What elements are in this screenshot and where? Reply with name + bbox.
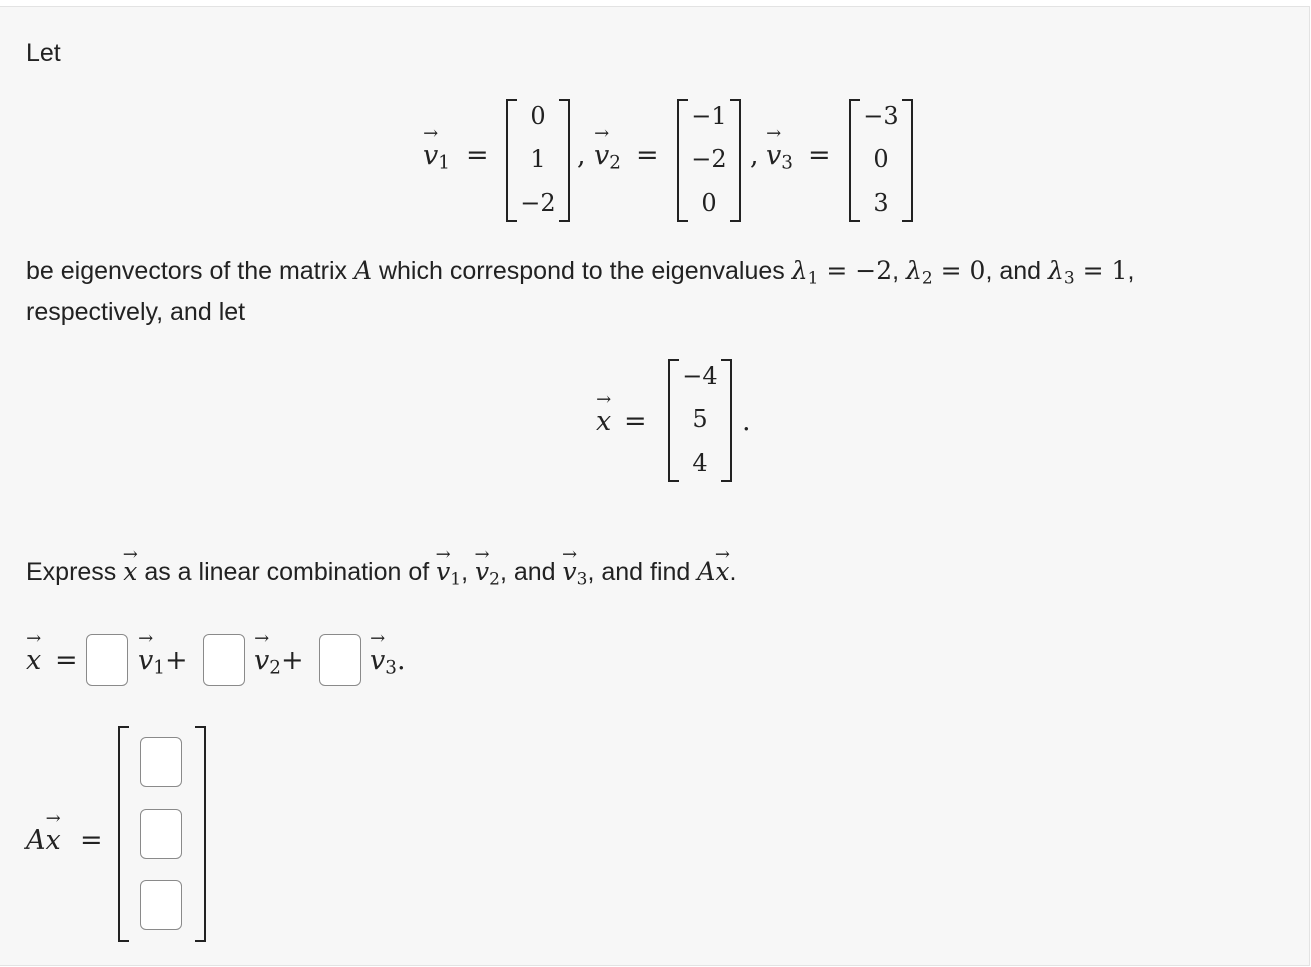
v1-matrix <box>506 99 570 222</box>
answer-x-equals: = <box>55 645 78 676</box>
coef-3-input[interactable] <box>319 634 361 686</box>
coef-2-input[interactable] <box>203 634 245 686</box>
v1-entry-2: 1 <box>530 145 546 173</box>
x-matrix <box>668 359 732 482</box>
respectively-text: respectively, and let <box>26 298 246 326</box>
combo-v3: → $v_3$. <box>370 645 406 679</box>
ax-equals: = <box>80 825 103 856</box>
v2-entry-2: −2 <box>691 145 727 173</box>
v1-entry-3: −2 <box>520 189 556 217</box>
v3-matrix <box>849 99 913 222</box>
x-equals: = <box>624 406 647 437</box>
comma-2: , <box>750 140 759 171</box>
intro-text: Let <box>26 39 61 67</box>
combo-v2: → $v_2+$ <box>254 645 304 679</box>
v1-equals: = <box>466 140 489 171</box>
v2-matrix <box>677 99 741 222</box>
answer-x-label: → x <box>26 645 41 676</box>
x-entry-3: 4 <box>692 449 708 477</box>
combo-v1: → $v_1+$ <box>138 645 188 679</box>
x-entry-2: 5 <box>692 405 708 433</box>
x-entry-1: −4 <box>682 362 718 390</box>
v1-entry-1: 0 <box>530 102 546 130</box>
v2-entry-3: 0 <box>701 189 717 217</box>
v2-equals: = <box>636 140 659 171</box>
task-text: Express → x as a linear combination of → $v_1$, → $v_2$, and → $v_3$, and find A→ x. <box>26 557 736 594</box>
x-label: → x <box>596 406 611 437</box>
coef-1-input[interactable] <box>86 634 128 686</box>
ax-entry-1-input[interactable] <box>140 737 182 787</box>
v3-entry-2: 0 <box>873 145 889 173</box>
comma-1: , <box>577 140 586 171</box>
v3-entry-1: −3 <box>863 102 899 130</box>
v3-label: → $v_3$ <box>766 140 793 174</box>
x-period: . <box>742 406 751 437</box>
v2-entry-1: −1 <box>691 102 727 130</box>
v2-label: → $v_2$ <box>594 140 621 174</box>
eigen-sentence: be eigenvectors of the matrix A which correspond to the eigenvalues $\lambda_1 = -2$, $\lambda_2 = 0$, and $\lambda_3 = 1$, <box>26 256 1135 289</box>
v1-label: → $v_1$ <box>423 140 450 174</box>
v3-equals: = <box>808 140 831 171</box>
ax-entry-2-input[interactable] <box>140 809 182 859</box>
ax-label: A→ x <box>26 825 61 856</box>
v3-entry-3: 3 <box>873 189 889 217</box>
ax-entry-3-input[interactable] <box>140 880 182 930</box>
